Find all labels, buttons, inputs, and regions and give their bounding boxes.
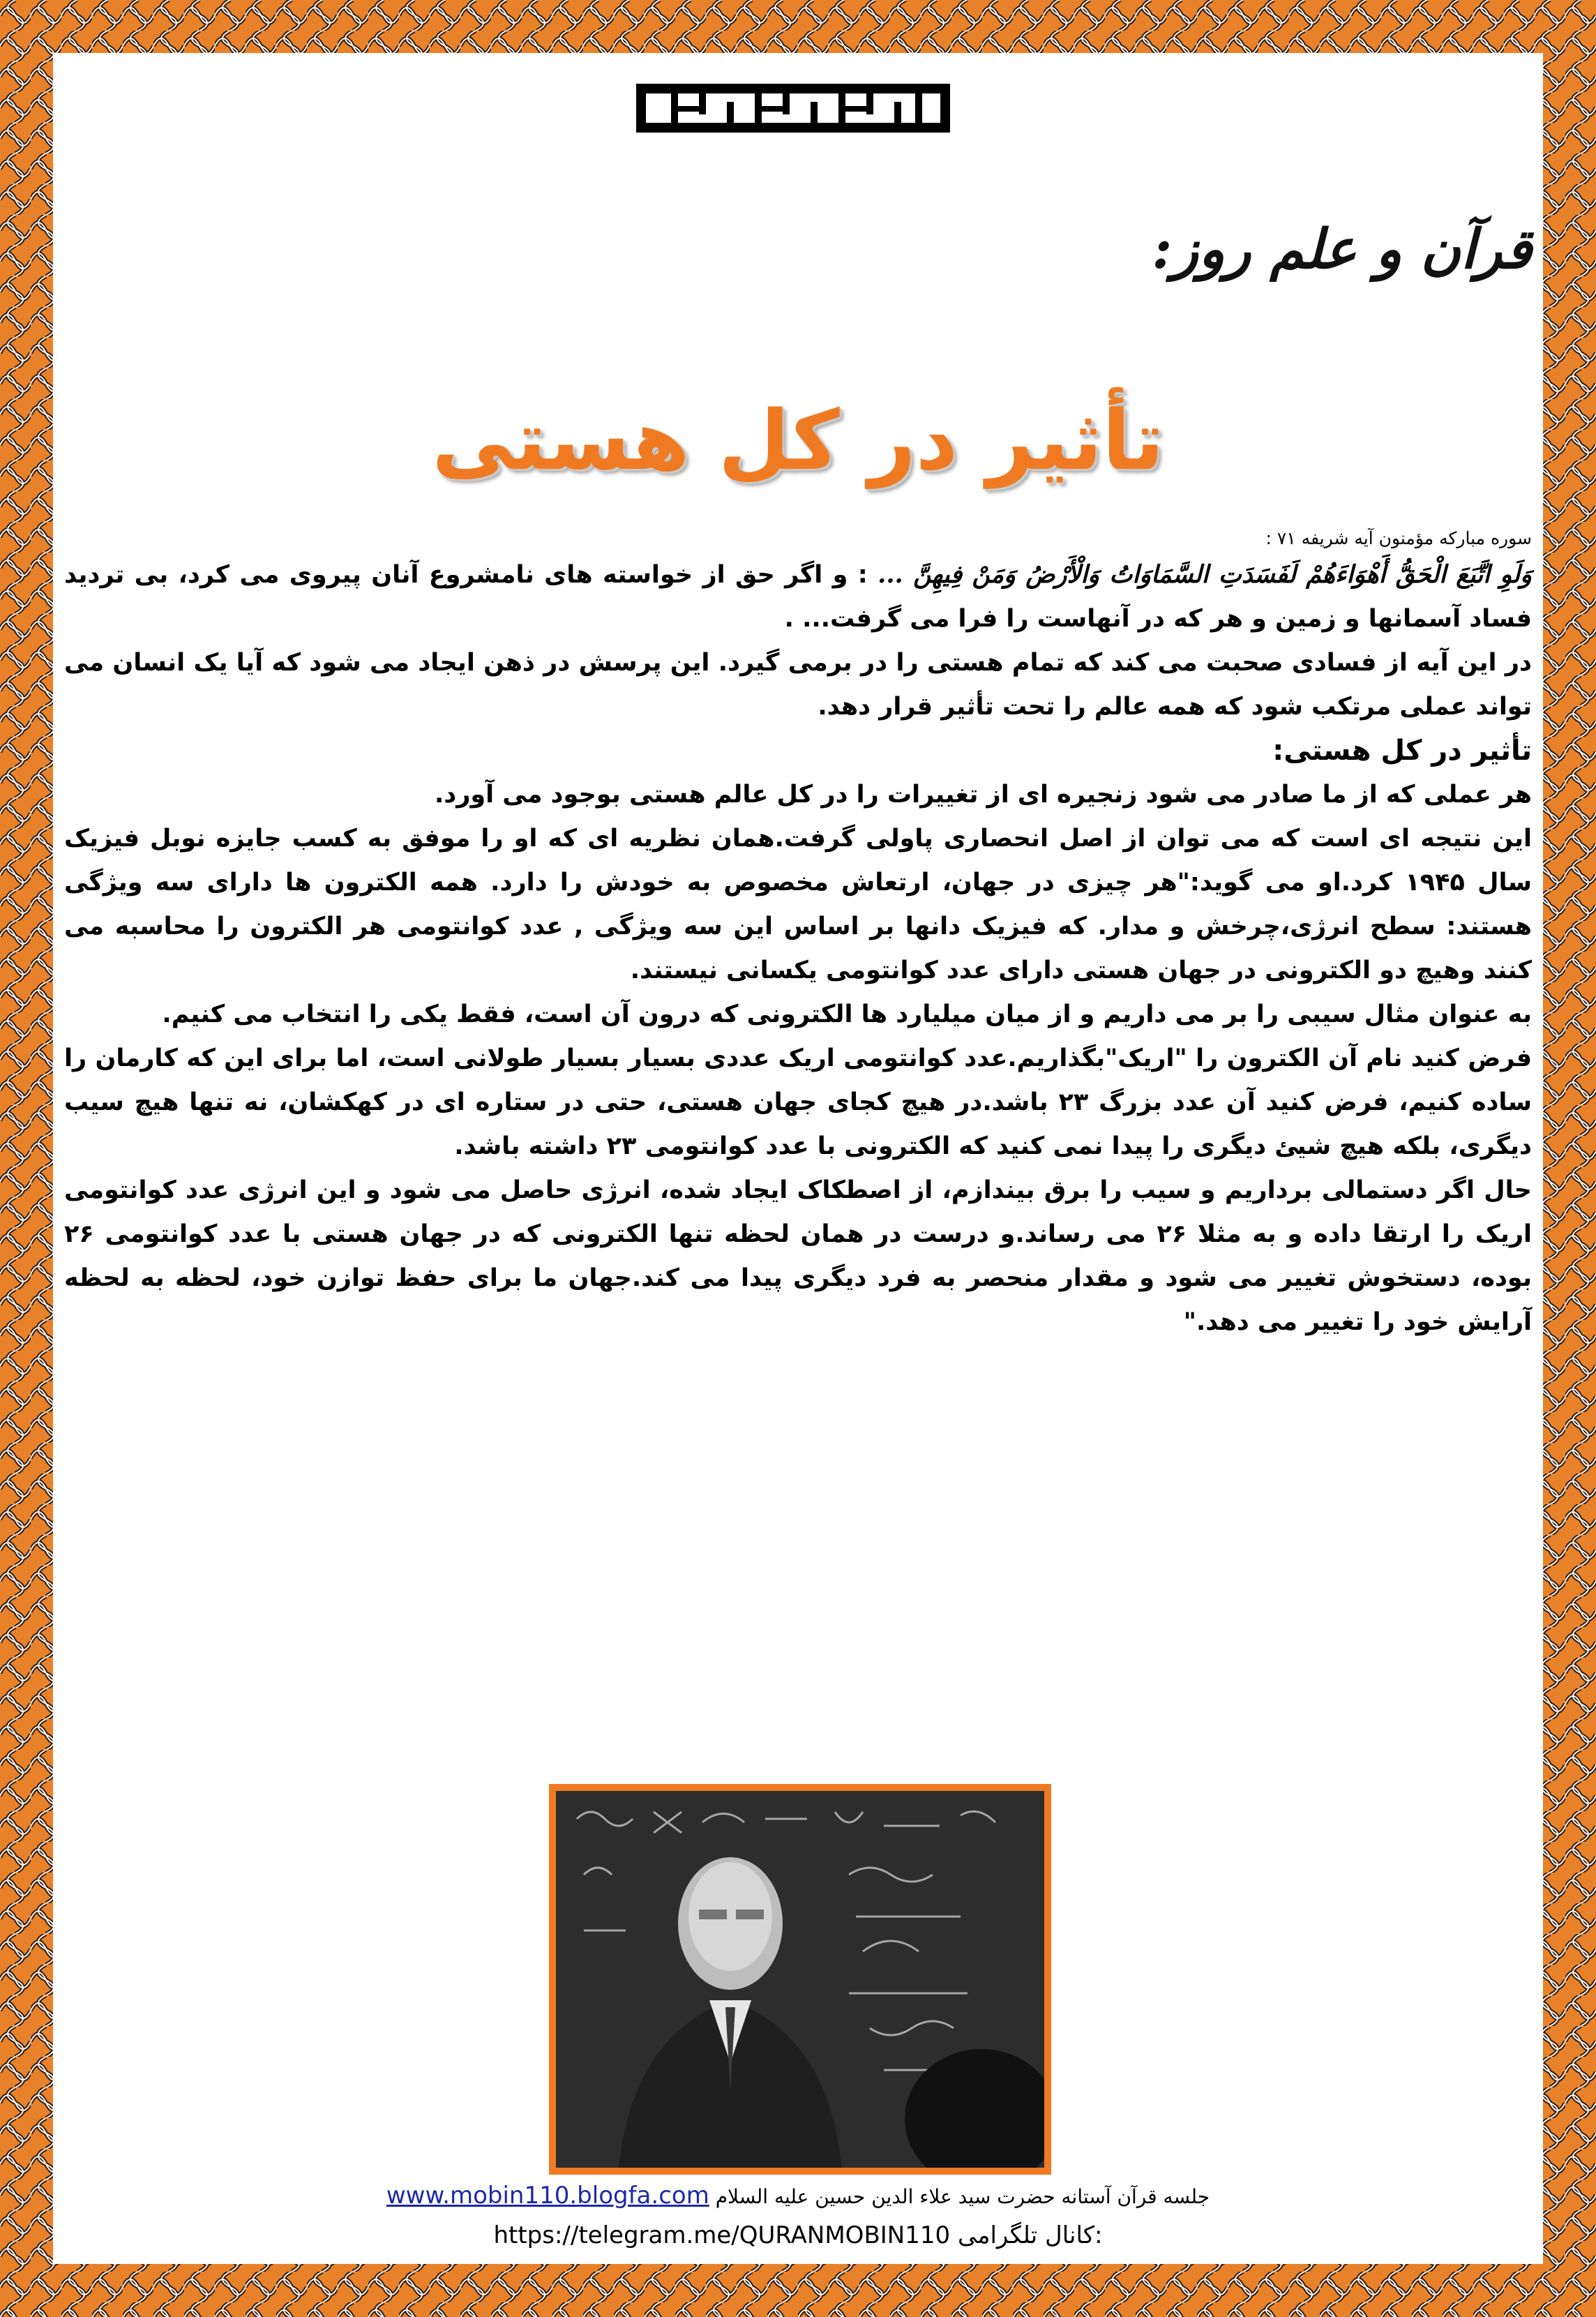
verse-paragraph: [64, 553, 1532, 641]
photo-frame: [549, 1784, 1051, 2175]
paragraph-2: هر عملی که از ما صادر می شود زنجیره ای از تغییرات را در کل عالم هستی بوجود می آورد.: [434, 781, 1532, 809]
telegram-url[interactable]: https://telegram.me/QURANMOBIN110: [493, 2221, 951, 2249]
article-body: [64, 525, 1532, 1344]
telegram-label: کانال تلگرامی:: [957, 2221, 1103, 2249]
footer-telegram-line: [64, 2221, 1532, 2249]
paragraph-4: به عنوان مثال سیبی را بر می داریم و از میان میلیارد ها الکترونی که درون آن است، فقط یکی را انتخاب می کنیم.: [162, 1000, 1532, 1028]
section-subheading: تأثیر در کل هستی:: [1272, 735, 1532, 767]
page-content: [64, 64, 1532, 2253]
verse-reference: سوره مبارکه مؤمنون آیه شریفه ۷۱ :: [1265, 528, 1532, 548]
paragraph-5: فرض کنید نام آن الکترون را "اریک"بگذاریم.عدد کوانتومی اریک عددی بسیار بسیار طولانی است، اما برای این که کارمان را ساده کنیم، فرض کنید آن عدد بزرگ ۲۳ باشد.در هیچ کجای جهان هستی، حتی در ستاره ای در کهکشان، نه تنها هیچ سیب دیگری، بلکه هیچ شیئ دیگری را پیدا نمی کنید که الکترونی با عدد کوانتومی ۲۳ داشته باشد.: [64, 1044, 1532, 1160]
basmala-label: بسم الله الرحمن الرحیم: [789, 116, 797, 117]
verse-translation: : و اگر حق از خواسته های نامشروع آنان پیروی می کرد، بی تردید فساد آسمانها و زمین و هر که در آنهاست را فرا می گرفت... .: [64, 561, 1532, 633]
pauli-photo: [556, 1791, 1044, 2168]
paragraph-1: در این آیه از فسادی صحبت می کند که تمام هستی را در برمی گیرد. این پرسش در ذهن ایجاد می شود که آیا یک انسان می تواند عملی مرتکب شود که همه عالم را تحت تأثیر قرار دهد.: [64, 649, 1532, 721]
footer-credit: جلسه قرآن آستانه حضرت سید علاء الدین حسین علیه السلام: [715, 2185, 1210, 2208]
series-title: قرآن و علم روز:: [1152, 218, 1532, 281]
basmala-calligraphy: [629, 70, 957, 147]
blog-link[interactable]: www.mobin110.blogfa.com: [386, 2182, 709, 2210]
paragraph-6: حال اگر دستمالی برداریم و سیب را برق بیندازم، از اصطکاک ایجاد شده، انرژی حاصل می شود و این انرژی عدد کوانتومی اریک را ارتقا داده و به مثلا ۲۶ می رساند.و درست در همان لحظه تنها الکترونی که در جهان هستی با عدد کوانتومی ۲۶ بوده، دستخوش تغییر می شود و مقدار منحصر به فرد دیگری پیدا می کند.جهان ما برای حفظ توازن خود، لحظه به لحظه آرایش خود را تغییر می دهد.": [64, 1176, 1532, 1336]
blackboard-photo-illustration: [556, 1791, 1044, 2168]
footer-credit-line: [64, 2182, 1532, 2210]
quran-verse: وَلَوِ اتَّبَعَ الْحَقُّ أَهْوَاءَهُمْ لَفَسَدَتِ السَّمَاوَاتُ وَالْأَرْضُ وَمَنْ فِيهِنَّ ...: [878, 560, 1532, 589]
paragraph-3: این نتیجه ای است که می توان از اصل انحصاری پاولی گرفت.همان نظریه ای که او را موفق به کسب جایزه نوبل فیزیک سال ۱۹۴۵ کرد.او می گوید:"هر چیزی در جهان، ارتعاش مخصوص به خودش را دارد. همه الکترون ها دارای سه ویژگی هستند: سطح انرژی،چرخش و مدار. که فیزیک دانها بر اساس این سه ویژگی , عدد کوانتومی هر الکترون را محاسبه می کنند وهیچ دو الکترونی در جهان هستی دارای عدد کوانتومی یکسانی نیستند.: [64, 825, 1533, 984]
page-title: تأثیر در کل هستی: [432, 392, 1164, 488]
